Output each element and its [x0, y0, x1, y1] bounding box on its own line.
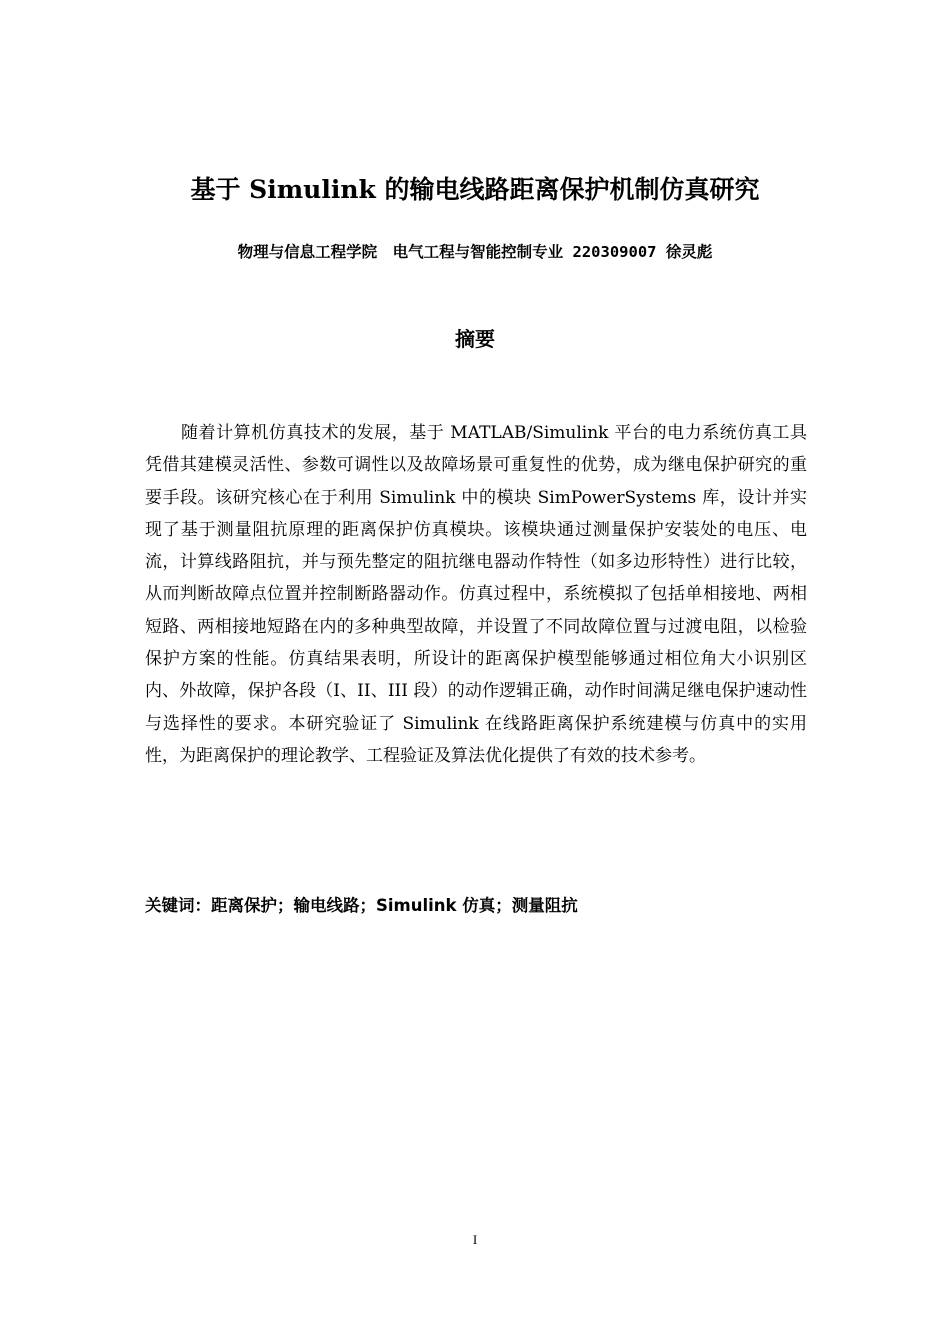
abstract-body: 随着计算机仿真技术的发展，基于 MATLAB/Simulink 平台的电力系统仿真工具凭借其建模灵活性、参数可调性以及故障场景可重复性的优势，成为继电保护研究的重要手段。该研究核心在于利用 Simulink 中的模块 SimPowerSystems 库，设计并实现了基于测量阻抗原理的距离保护仿真模块。该模块通过测量保护安装处的电压、电流，计算线路阻抗，并与预先整定的阻抗继电器动作特性（如多边形特性）进行比较，从而判断故障点位置并控制断路器动作。仿真过程中，系统模拟了包括单相接地、两相短路、两相接地短路在内的多种典型故障，并设置了不同故障位置与过渡电阻，以检验保护方案的性能。仿真结果表明，所设计的距离保护模型能够通过相位角大小识别区内、外故障，保护各段（I、II、III 段）的动作逻辑正确，动作时间满足继电保护速动性与选择性的要求。本研究验证了 Simulink 在线路距离保护系统建模与仿真中的实用性，为距离保护的理论教学、工程验证及算法优化提供了有效的技术参考。 — [145, 423, 807, 766]
paper-title: 基于 Simulink 的输电线路距离保护机制仿真研究 — [190, 175, 760, 204]
keywords-line: 关键词：距离保护；输电线路；Simulink 仿真；测量阻抗 — [145, 896, 578, 915]
page-number: I — [472, 1232, 478, 1247]
author-line: 物理与信息工程学院 电气工程与智能控制专业 220309007 徐灵彪 — [237, 243, 713, 261]
abstract-heading: 摘要 — [455, 327, 495, 351]
